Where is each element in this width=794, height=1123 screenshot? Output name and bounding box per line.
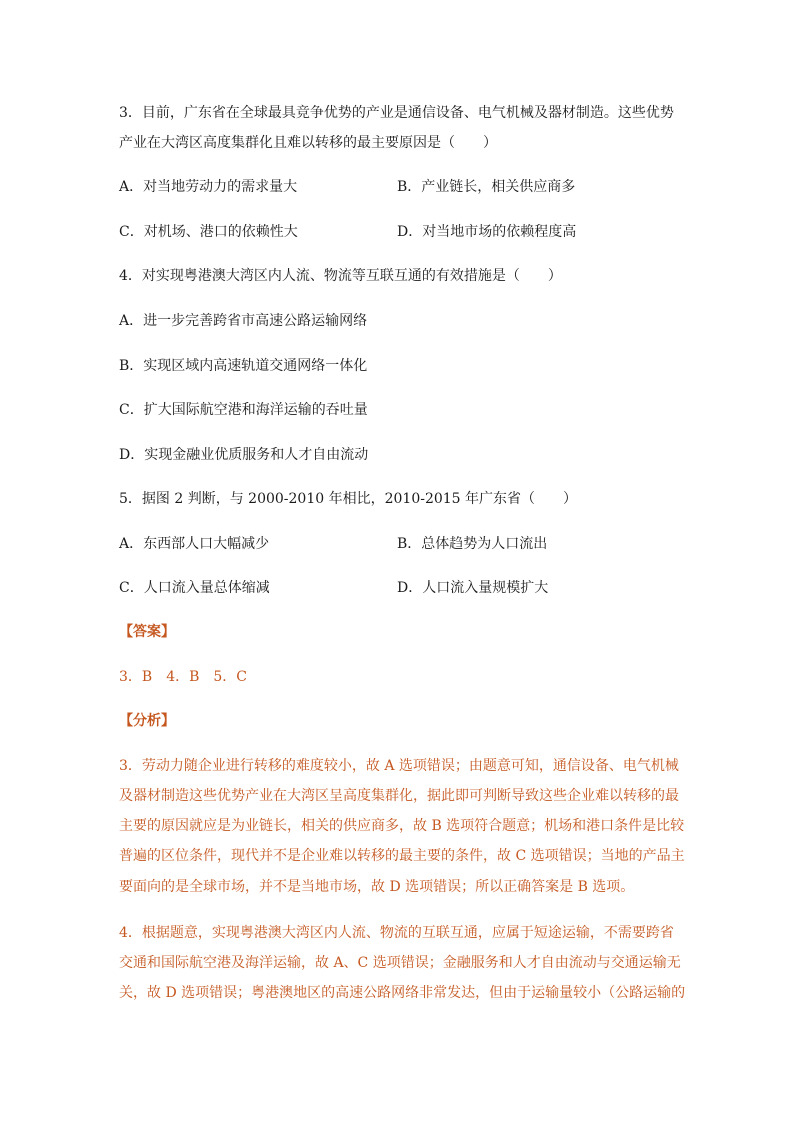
analysis-q3-line: 主要的原因就应是为业链长，相关的供应商多，故 B 选项符合题意；机场和港口条件是比较 (119, 818, 685, 834)
q5-stem: 5．据图 2 判断，与 2000-2010 年相比，2010-2015 年广东省（ ） (119, 491, 578, 507)
q3-option-d: D．对当地市场的依赖程度高 (397, 224, 577, 240)
analysis-q4-line: 交通和国际航空港及海洋运输，故 A、C 选项错误；金融服务和人才自由流动与交通运输无 (119, 955, 681, 971)
q4-stem: 4．对实现粤港澳大湾区内人流、物流等互联互通的有效措施是（ ） (119, 268, 562, 284)
answer-heading: 【答案】 (119, 624, 175, 640)
q3-option-b: B．产业链长，相关供应商多 (397, 179, 576, 195)
analysis-heading: 【分析】 (119, 713, 175, 729)
q4-option-d: D．实现金融业优质服务和人才自由流动 (119, 447, 369, 463)
q3-stem-line2: 产业在大湾区高度集群化且难以转移的最主要原因是（ ） (119, 135, 497, 151)
q4-option-a: A．进一步完善跨省市高速公路运输网络 (119, 313, 368, 329)
q5-option-b: B．总体趋势为人口流出 (397, 536, 548, 552)
analysis-q3-line: 及器材制造这些优势产业在大湾区呈高度集群化，据此即可判断导致这些企业难以转移的最 (119, 788, 679, 804)
q3-option-c: C．对机场、港口的依赖性大 (119, 224, 298, 240)
q5-option-c: C．人口流入量总体缩减 (119, 580, 270, 596)
answer-text: 3．B 4．B 5．C (119, 669, 248, 685)
q5-option-a: A．东西部人口大幅减少 (119, 536, 270, 552)
q4-option-b: B．实现区域内高速轨道交通网络一体化 (119, 358, 368, 374)
q5-option-d: D．人口流入量规模扩大 (397, 580, 549, 596)
q3-option-a: A．对当地劳动力的需求量大 (119, 179, 298, 195)
q3-stem-line1: 3．目前，广东省在全球最具竞争优势的产业是通信设备、电气机械及器材制造。这些优势 (119, 105, 674, 121)
q4-option-c: C．扩大国际航空港和海洋运输的吞吐量 (119, 402, 368, 418)
analysis-q4-line: 关，故 D 选项错误；粤港澳地区的高速公路网络非常发达，但由于运输量较小（公路运输的 (119, 985, 686, 1001)
analysis-q4-line: 4．根据题意，实现粤港澳大湾区内人流、物流的互联互通，应属于短途运输，不需要跨省 (119, 925, 674, 941)
analysis-q3-line: 3．劳动力随企业进行转移的难度较小，故 A 选项错误；由题意可知，通信设备、电气机械 (119, 758, 679, 774)
analysis-q3-line: 要面向的是全球市场，并不是当地市场，故 D 选项错误；所以正确答案是 B 选项。 (119, 879, 635, 895)
analysis-q3-line: 普遍的区位条件，现代并不是企业难以转移的最主要的条件，故 C 选项错误；当地的产品主 (119, 848, 685, 864)
